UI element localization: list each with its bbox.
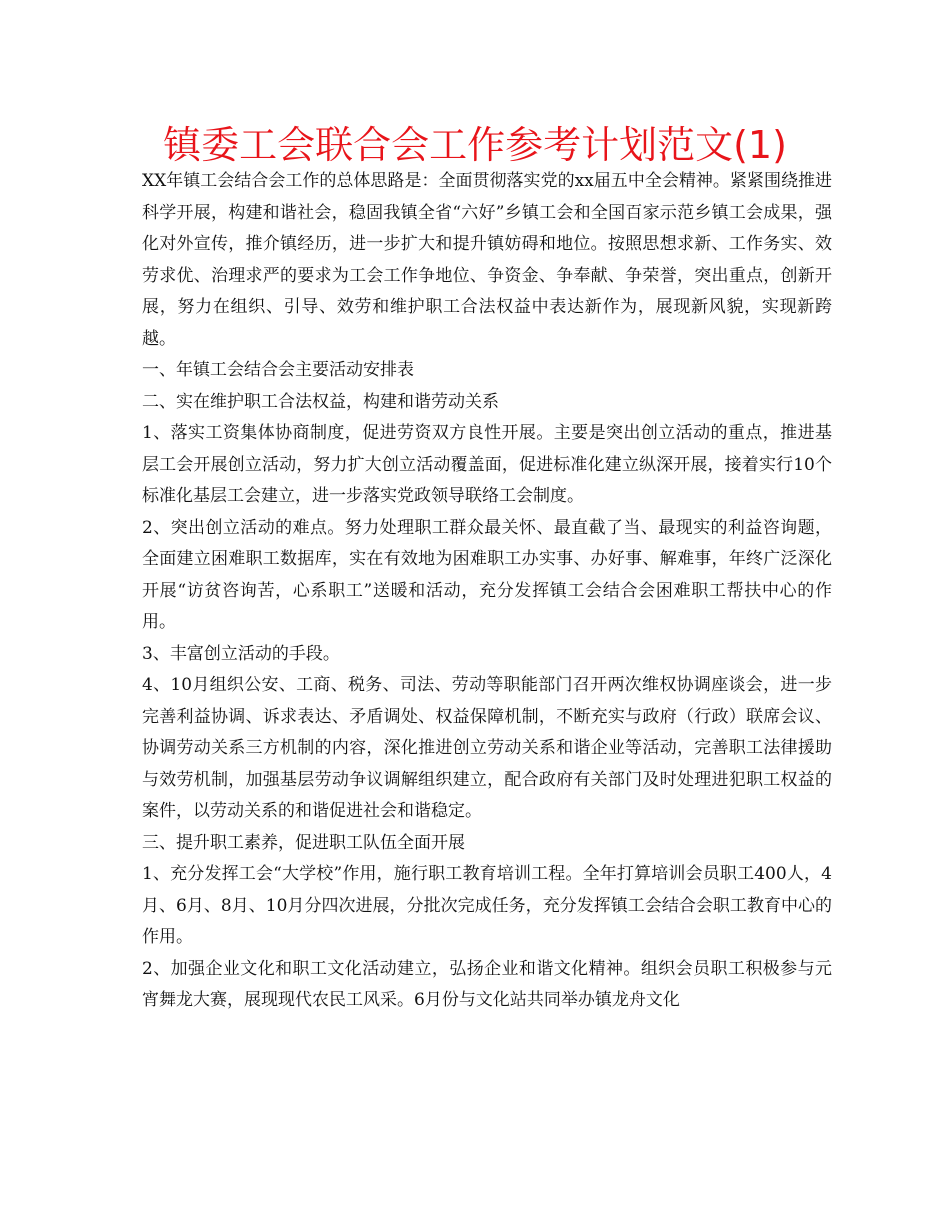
- paragraph-item-3-1: 1、充分发挥工会“大学校”作用，施行职工教育培训工程。全年打算培训会员职工400人，4月、6月、8月、10月分四次进展，分批次完成任务，充分发挥镇工会结合会职工教育中心的作用。: [142, 864, 832, 947]
- heading-section-3: 三、提升职工素养，促进职工队伍全面开展: [142, 832, 465, 853]
- heading-section-2: 二、实在维护职工合法权益，构建和谐劳动关系: [142, 391, 499, 412]
- paragraph-item-2-1: 1、落实工资集体协商制度，促进劳资双方良性开展。主要是突出创立活动的重点，推进基层工会开展创立活动，努力扩大创立活动覆盖面，促进标准化建立纵深开展，接着实行10个标准化基层工会建立，进一步落实党政领导联络工会制度。: [142, 423, 832, 506]
- paragraph-item-2-2: 2、突出创立活动的难点。努力处理职工群众最关怀、最直截了当、最现实的利益咨询题，全面建立困难职工数据库，实在有效地为困难职工办实事、办好事、解难事，年终广泛深化开展“访贫咨询苦，心系职工”送暖和活动，充分发挥镇工会结合会困难职工帮扶中心的作用。: [142, 517, 832, 632]
- paragraph-item-3-2: 2、加强企业文化和职工文化活动建立，弘扬企业和谐文化精神。组织会员职工积极参与元宵舞龙大赛，展现现代农民工风采。6月份与文化站共同举办镇龙舟文化: [142, 958, 832, 1010]
- paragraph-item-2-3: 3、丰富创立活动的手段。: [142, 643, 340, 664]
- heading-section-1: 一、年镇工会结合会主要活动安排表: [142, 360, 414, 380]
- document-title: 镇委工会联合会工作参考计划范文(1): [163, 123, 787, 167]
- paragraph-intro: XX年镇工会结合会工作的总体思路是：全面贯彻落实党的xx届五中全会精神。紧紧围绕推进科学开展，构建和谐社会，稳固我镇全省“六好”乡镇工会和全国百家示范乡镇工会成果，强化对外宣传，推介镇经历，进一步扩大和提升镇妨碍和地位。按照思想求新、工作务实、效劳求优、治理求严的要求为工会工作争地位、争资金、争奉献、争荣誉，突出重点，创新开展，努力在组织、引导、效劳和维护职工合法权益中表达新作为，展现新风貌，实现新跨越。: [142, 171, 832, 349]
- paragraph-item-2-4: 4、10月组织公安、工商、税务、司法、劳动等职能部门召开两次维权协调座谈会，进一步完善利益协调、诉求表达、矛盾调处、权益保障机制，不断充实与政府（行政）联席会议、协调劳动关系三方机制的内容，深化推进创立劳动关系和谐企业等活动，完善职工法律援助与效劳机制，加强基层劳动争议调解组织建立，配合政府有关部门及时处理进犯职工权益的案件，以劳动关系的和谐促进社会和谐稳定。: [142, 675, 832, 821]
- document-body: [142, 166, 832, 1017]
